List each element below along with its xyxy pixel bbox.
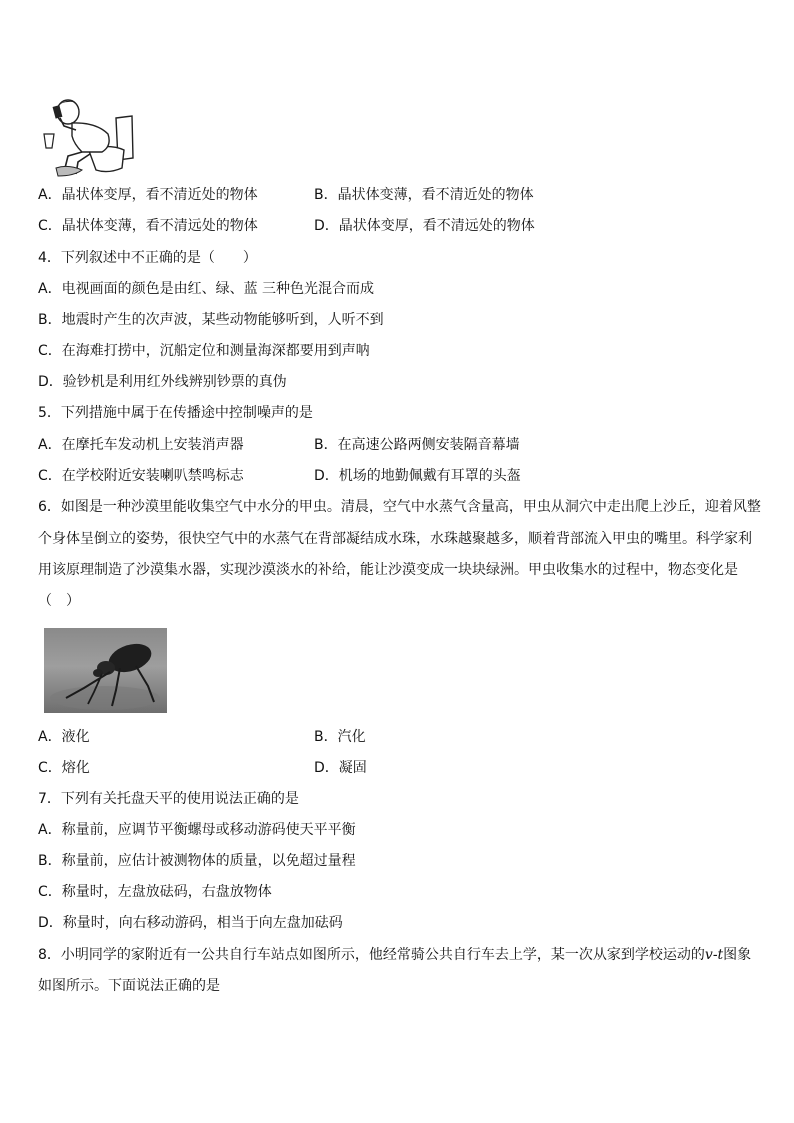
- q4-stem: 4．下列叙述中不正确的是（ ）: [38, 250, 257, 266]
- q6-option-a: A．液化: [38, 729, 90, 745]
- q3-option-b: B．晶状体变薄，看不清近处的物体: [314, 187, 534, 203]
- q8-vt-symbol: v-t: [704, 947, 724, 963]
- q7-option-d: D．称量时，向右移动游码，相当于向左盘加砝码: [38, 915, 343, 931]
- q3-option-a: A．晶状体变厚，看不清近处的物体: [38, 187, 258, 203]
- q6-option-d: D．凝固: [314, 760, 367, 776]
- q8-stem-text-a: 8．小明同学的家附近有一公共自行车站点如图所示，他经常骑公共自行车去上学，某一次从家到学校运动的: [38, 947, 705, 963]
- q5-option-a: A．在摩托车发动机上安装消声器: [38, 437, 244, 453]
- q4-option-d: D．验钞机是利用红外线辨别钞票的真伪: [38, 374, 287, 390]
- phone-user-illustration: [38, 96, 138, 178]
- q5-option-d: D．机场的地勤佩戴有耳罩的头盔: [314, 468, 521, 484]
- q6-stem-line-1: 6．如图是一种沙漠里能收集空气中水分的甲虫。清晨，空气中水蒸气含量高，甲虫从洞穴中走出爬上沙丘，迎着风整: [38, 499, 761, 515]
- q8-stem-text-b: 图象: [723, 947, 752, 963]
- q5-option-b: B．在高速公路两侧安装隔音幕墙: [314, 437, 520, 453]
- q3-option-c: C．晶状体变薄，看不清远处的物体: [38, 218, 258, 234]
- q7-stem: 7．下列有关托盘天平的使用说法正确的是: [38, 791, 299, 807]
- q6-stem-line-4: （ ）: [38, 593, 80, 609]
- beetle-photo: [44, 628, 167, 713]
- q4-option-c: C．在海难打捞中，沉船定位和测量海深都要用到声呐: [38, 343, 370, 359]
- q6-option-b: B．汽化: [314, 729, 366, 745]
- q3-option-d: D．晶状体变厚，看不清远处的物体: [314, 218, 535, 234]
- q5-option-c: C．在学校附近安装喇叭禁鸣标志: [38, 468, 244, 484]
- q4-option-a: A．电视画面的颜色是由红、绿、蓝 三种色光混合而成: [38, 281, 375, 297]
- q7-option-c: C．称量时，左盘放砝码，右盘放物体: [38, 884, 272, 900]
- q8-stem-line-1: [38, 945, 751, 965]
- q8-stem-line-2: 如图所示。下面说法正确的是: [38, 978, 220, 994]
- q6-stem-line-2: 个身体呈倒立的姿势，很快空气中的水蒸气在背部凝结成水珠，水珠越聚越多，顺着背部流入甲虫的嘴里。科学家利: [38, 531, 752, 547]
- q7-option-a: A．称量前，应调节平衡螺母或移动游码使天平平衡: [38, 822, 356, 838]
- q5-stem: 5．下列措施中属于在传播途中控制噪声的是: [38, 405, 313, 421]
- q7-option-b: B．称量前，应估计被测物体的质量，以免超过量程: [38, 853, 356, 869]
- q6-stem-line-3: 用该原理制造了沙漠集水器，实现沙漠淡水的补给，能让沙漠变成一块块绿洲。甲虫收集水的过程中，物态变化是: [38, 562, 738, 578]
- q4-option-b: B．地震时产生的次声波，某些动物能够听到，人听不到: [38, 312, 384, 328]
- q6-option-c: C．熔化: [38, 760, 90, 776]
